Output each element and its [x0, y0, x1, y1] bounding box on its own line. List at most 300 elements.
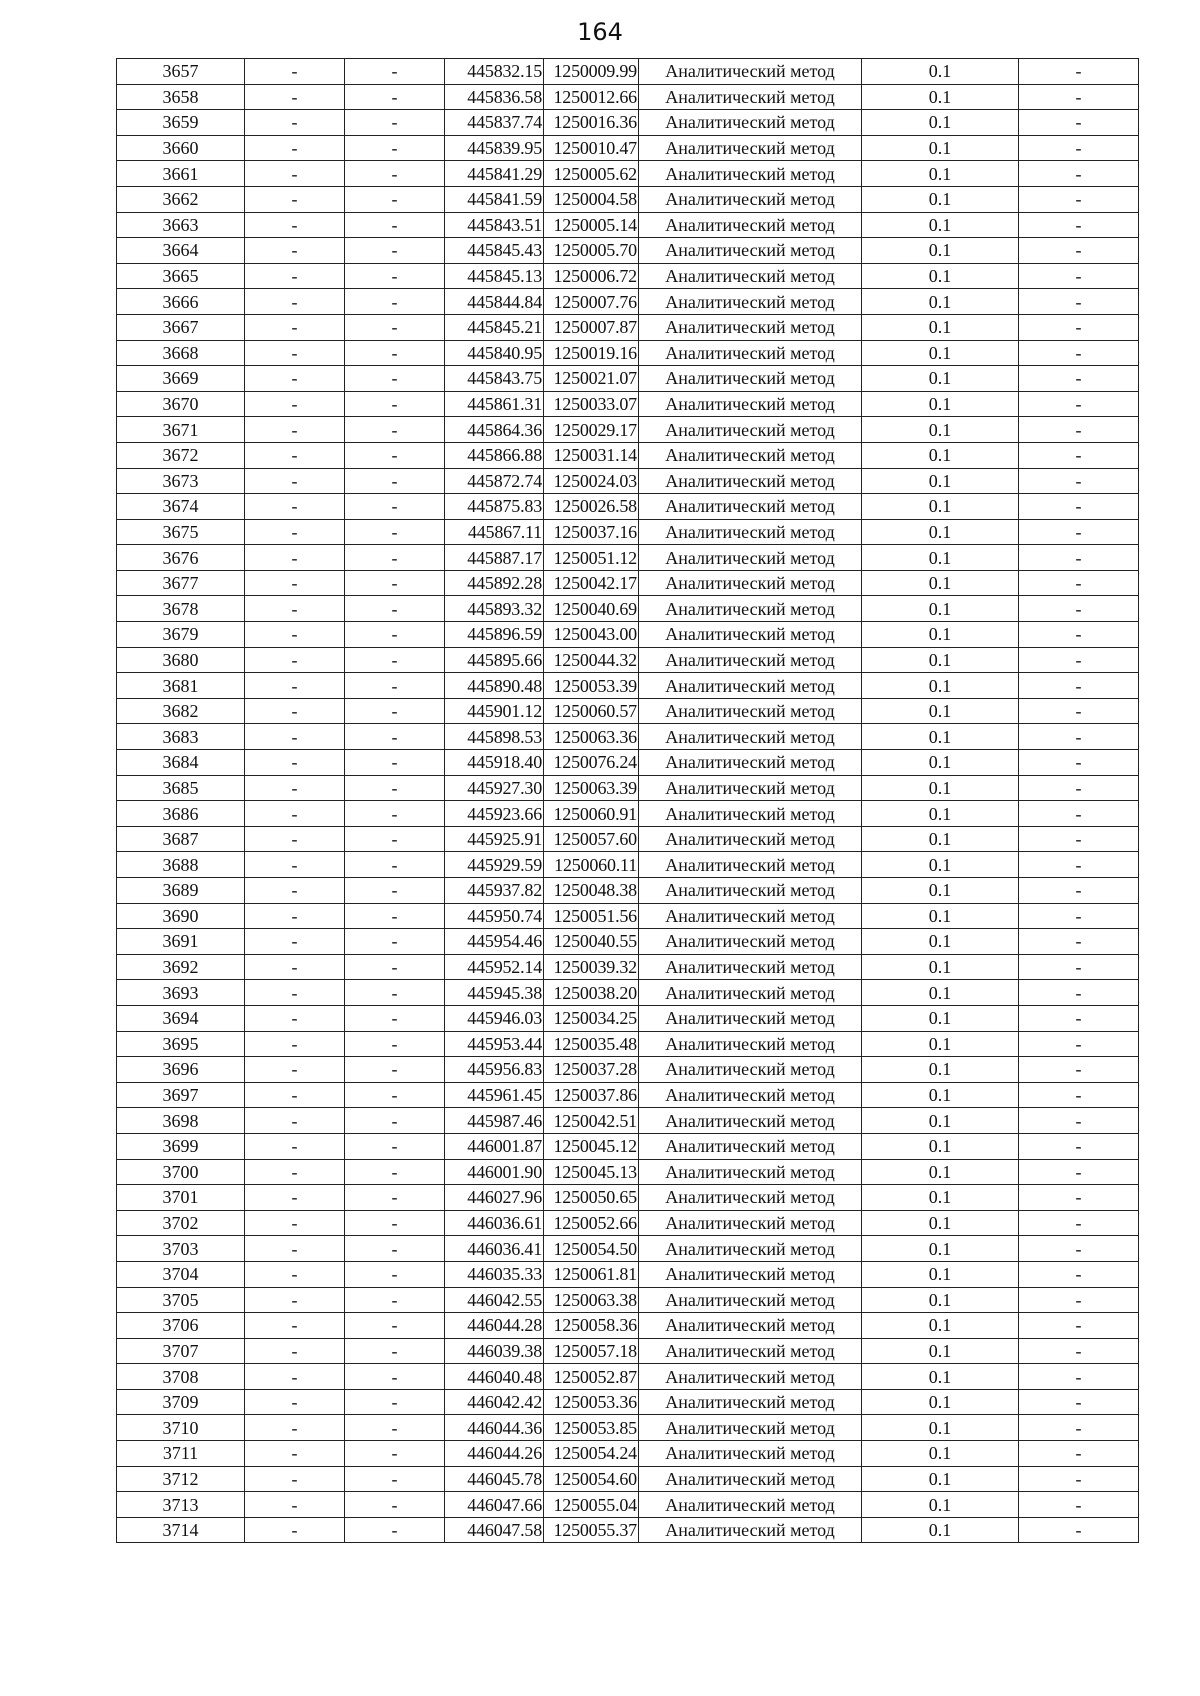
- x-coordinate-cell: 445987.46: [445, 1108, 544, 1134]
- x-coordinate-cell: 446047.66: [445, 1492, 544, 1518]
- column3-cell: -: [345, 647, 445, 673]
- x-coordinate-cell: 445867.11: [445, 519, 544, 545]
- point-id-cell: 3685: [117, 775, 245, 801]
- accuracy-cell: 0.1: [862, 826, 1019, 852]
- column2-cell: -: [245, 340, 345, 366]
- table-row: [117, 750, 1139, 776]
- column8-cell: -: [1019, 801, 1139, 827]
- y-coordinate-cell: 1250005.70: [544, 238, 639, 264]
- accuracy-cell: 0.1: [862, 1031, 1019, 1057]
- method-cell: Аналитический метод: [639, 1441, 862, 1467]
- x-coordinate-cell: 445875.83: [445, 494, 544, 520]
- y-coordinate-cell: 1250038.20: [544, 980, 639, 1006]
- y-coordinate-cell: 1250052.66: [544, 1210, 639, 1236]
- x-coordinate-cell: 445952.14: [445, 954, 544, 980]
- column2-cell: -: [245, 775, 345, 801]
- table-row: [117, 622, 1139, 648]
- y-coordinate-cell: 1250076.24: [544, 750, 639, 776]
- point-id-cell: 3707: [117, 1338, 245, 1364]
- x-coordinate-cell: 445843.51: [445, 212, 544, 238]
- accuracy-cell: 0.1: [862, 519, 1019, 545]
- column3-cell: -: [345, 519, 445, 545]
- point-id-cell: 3673: [117, 468, 245, 494]
- point-id-cell: 3659: [117, 110, 245, 136]
- point-id-cell: 3711: [117, 1441, 245, 1467]
- x-coordinate-cell: 445841.29: [445, 161, 544, 187]
- column8-cell: -: [1019, 468, 1139, 494]
- column8-cell: -: [1019, 596, 1139, 622]
- column3-cell: -: [345, 1031, 445, 1057]
- point-id-cell: 3665: [117, 263, 245, 289]
- table-row: [117, 1031, 1139, 1057]
- point-id-cell: 3663: [117, 212, 245, 238]
- method-cell: Аналитический метод: [639, 596, 862, 622]
- column3-cell: -: [345, 1389, 445, 1415]
- y-coordinate-cell: 1250054.60: [544, 1466, 639, 1492]
- x-coordinate-cell: 446001.90: [445, 1159, 544, 1185]
- column8-cell: -: [1019, 622, 1139, 648]
- accuracy-cell: 0.1: [862, 1517, 1019, 1543]
- x-coordinate-cell: 445832.15: [445, 59, 544, 85]
- method-cell: Аналитический метод: [639, 1313, 862, 1339]
- point-id-cell: 3712: [117, 1466, 245, 1492]
- method-cell: Аналитический метод: [639, 1415, 862, 1441]
- y-coordinate-cell: 1250060.91: [544, 801, 639, 827]
- column2-cell: -: [245, 289, 345, 315]
- table-row: [117, 1082, 1139, 1108]
- column8-cell: -: [1019, 135, 1139, 161]
- y-coordinate-cell: 1250040.69: [544, 596, 639, 622]
- column3-cell: -: [345, 1313, 445, 1339]
- point-id-cell: 3705: [117, 1287, 245, 1313]
- table-row: [117, 391, 1139, 417]
- x-coordinate-cell: 445866.88: [445, 442, 544, 468]
- x-coordinate-cell: 445843.75: [445, 366, 544, 392]
- column2-cell: -: [245, 1031, 345, 1057]
- x-coordinate-cell: 445925.91: [445, 826, 544, 852]
- column2-cell: -: [245, 673, 345, 699]
- y-coordinate-cell: 1250060.11: [544, 852, 639, 878]
- x-coordinate-cell: 445845.43: [445, 238, 544, 264]
- accuracy-cell: 0.1: [862, 1159, 1019, 1185]
- accuracy-cell: 0.1: [862, 673, 1019, 699]
- method-cell: Аналитический метод: [639, 1185, 862, 1211]
- x-coordinate-cell: 446039.38: [445, 1338, 544, 1364]
- accuracy-cell: 0.1: [862, 1364, 1019, 1390]
- table-row: [117, 84, 1139, 110]
- column8-cell: -: [1019, 750, 1139, 776]
- column2-cell: -: [245, 1441, 345, 1467]
- method-cell: Аналитический метод: [639, 1031, 862, 1057]
- column2-cell: -: [245, 391, 345, 417]
- y-coordinate-cell: 1250058.36: [544, 1313, 639, 1339]
- x-coordinate-cell: 445901.12: [445, 698, 544, 724]
- column3-cell: -: [345, 314, 445, 340]
- y-coordinate-cell: 1250054.50: [544, 1236, 639, 1262]
- column2-cell: -: [245, 622, 345, 648]
- y-coordinate-cell: 1250006.72: [544, 263, 639, 289]
- point-id-cell: 3670: [117, 391, 245, 417]
- point-id-cell: 3682: [117, 698, 245, 724]
- point-id-cell: 3676: [117, 545, 245, 571]
- column2-cell: -: [245, 1517, 345, 1543]
- column2-cell: -: [245, 545, 345, 571]
- column8-cell: -: [1019, 314, 1139, 340]
- table-row: [117, 698, 1139, 724]
- method-cell: Аналитический метод: [639, 570, 862, 596]
- column3-cell: -: [345, 980, 445, 1006]
- column8-cell: -: [1019, 1082, 1139, 1108]
- y-coordinate-cell: 1250060.57: [544, 698, 639, 724]
- x-coordinate-cell: 445895.66: [445, 647, 544, 673]
- column2-cell: -: [245, 1415, 345, 1441]
- method-cell: Аналитический метод: [639, 263, 862, 289]
- table-row: [117, 110, 1139, 136]
- column8-cell: -: [1019, 417, 1139, 443]
- y-coordinate-cell: 1250042.51: [544, 1108, 639, 1134]
- accuracy-cell: 0.1: [862, 1415, 1019, 1441]
- column3-cell: -: [345, 698, 445, 724]
- x-coordinate-cell: 445844.84: [445, 289, 544, 315]
- x-coordinate-cell: 445950.74: [445, 903, 544, 929]
- y-coordinate-cell: 1250026.58: [544, 494, 639, 520]
- y-coordinate-cell: 1250055.37: [544, 1517, 639, 1543]
- accuracy-cell: 0.1: [862, 775, 1019, 801]
- accuracy-cell: 0.1: [862, 954, 1019, 980]
- y-coordinate-cell: 1250012.66: [544, 84, 639, 110]
- x-coordinate-cell: 445839.95: [445, 135, 544, 161]
- table-row: [117, 1466, 1139, 1492]
- y-coordinate-cell: 1250057.18: [544, 1338, 639, 1364]
- column8-cell: -: [1019, 1313, 1139, 1339]
- column3-cell: -: [345, 852, 445, 878]
- x-coordinate-cell: 445898.53: [445, 724, 544, 750]
- column8-cell: -: [1019, 1261, 1139, 1287]
- accuracy-cell: 0.1: [862, 545, 1019, 571]
- method-cell: Аналитический метод: [639, 1005, 862, 1031]
- accuracy-cell: 0.1: [862, 289, 1019, 315]
- table-row: [117, 366, 1139, 392]
- column8-cell: -: [1019, 161, 1139, 187]
- x-coordinate-cell: 445864.36: [445, 417, 544, 443]
- table-row: [117, 1159, 1139, 1185]
- column2-cell: -: [245, 647, 345, 673]
- method-cell: Аналитический метод: [639, 903, 862, 929]
- table-row: [117, 314, 1139, 340]
- x-coordinate-cell: 446035.33: [445, 1261, 544, 1287]
- x-coordinate-cell: 446040.48: [445, 1364, 544, 1390]
- column8-cell: -: [1019, 878, 1139, 904]
- x-coordinate-cell: 445937.82: [445, 878, 544, 904]
- x-coordinate-cell: 445892.28: [445, 570, 544, 596]
- table-row: [117, 1287, 1139, 1313]
- x-coordinate-cell: 445896.59: [445, 622, 544, 648]
- x-coordinate-cell: 445861.31: [445, 391, 544, 417]
- point-id-cell: 3700: [117, 1159, 245, 1185]
- column8-cell: -: [1019, 519, 1139, 545]
- column2-cell: -: [245, 1159, 345, 1185]
- column8-cell: -: [1019, 1338, 1139, 1364]
- column8-cell: -: [1019, 1236, 1139, 1262]
- accuracy-cell: 0.1: [862, 1492, 1019, 1518]
- method-cell: Аналитический метод: [639, 314, 862, 340]
- accuracy-cell: 0.1: [862, 1082, 1019, 1108]
- point-id-cell: 3697: [117, 1082, 245, 1108]
- x-coordinate-cell: 445953.44: [445, 1031, 544, 1057]
- point-id-cell: 3677: [117, 570, 245, 596]
- accuracy-cell: 0.1: [862, 263, 1019, 289]
- x-coordinate-cell: 445946.03: [445, 1005, 544, 1031]
- table-row: [117, 929, 1139, 955]
- column2-cell: -: [245, 314, 345, 340]
- column3-cell: -: [345, 929, 445, 955]
- accuracy-cell: 0.1: [862, 110, 1019, 136]
- column2-cell: -: [245, 519, 345, 545]
- table-row: [117, 647, 1139, 673]
- accuracy-cell: 0.1: [862, 698, 1019, 724]
- column2-cell: -: [245, 1364, 345, 1390]
- column8-cell: -: [1019, 1466, 1139, 1492]
- point-id-cell: 3688: [117, 852, 245, 878]
- point-id-cell: 3667: [117, 314, 245, 340]
- column3-cell: -: [345, 238, 445, 264]
- x-coordinate-cell: 445845.21: [445, 314, 544, 340]
- table-row: [117, 1236, 1139, 1262]
- y-coordinate-cell: 1250007.87: [544, 314, 639, 340]
- table-row: [117, 903, 1139, 929]
- y-coordinate-cell: 1250040.55: [544, 929, 639, 955]
- point-id-cell: 3681: [117, 673, 245, 699]
- accuracy-cell: 0.1: [862, 1338, 1019, 1364]
- column3-cell: -: [345, 59, 445, 85]
- point-id-cell: 3713: [117, 1492, 245, 1518]
- method-cell: Аналитический метод: [639, 391, 862, 417]
- accuracy-cell: 0.1: [862, 1236, 1019, 1262]
- y-coordinate-cell: 1250035.48: [544, 1031, 639, 1057]
- column3-cell: -: [345, 417, 445, 443]
- point-id-cell: 3664: [117, 238, 245, 264]
- method-cell: Аналитический метод: [639, 750, 862, 776]
- y-coordinate-cell: 1250053.36: [544, 1389, 639, 1415]
- column8-cell: -: [1019, 391, 1139, 417]
- column8-cell: -: [1019, 1441, 1139, 1467]
- column3-cell: -: [345, 1441, 445, 1467]
- column3-cell: -: [345, 1466, 445, 1492]
- column2-cell: -: [245, 417, 345, 443]
- column3-cell: -: [345, 442, 445, 468]
- column8-cell: -: [1019, 110, 1139, 136]
- method-cell: Аналитический метод: [639, 366, 862, 392]
- method-cell: Аналитический метод: [639, 1517, 862, 1543]
- point-id-cell: 3657: [117, 59, 245, 85]
- table-row: [117, 545, 1139, 571]
- column3-cell: -: [345, 391, 445, 417]
- y-coordinate-cell: 1250052.87: [544, 1364, 639, 1390]
- table-row: [117, 673, 1139, 699]
- column2-cell: -: [245, 135, 345, 161]
- table-row: [117, 442, 1139, 468]
- column2-cell: -: [245, 59, 345, 85]
- point-id-cell: 3695: [117, 1031, 245, 1057]
- column3-cell: -: [345, 1415, 445, 1441]
- x-coordinate-cell: 446045.78: [445, 1466, 544, 1492]
- column3-cell: -: [345, 750, 445, 776]
- column2-cell: -: [245, 1261, 345, 1287]
- method-cell: Аналитический метод: [639, 1287, 862, 1313]
- accuracy-cell: 0.1: [862, 596, 1019, 622]
- x-coordinate-cell: 446047.58: [445, 1517, 544, 1543]
- method-cell: Аналитический метод: [639, 1210, 862, 1236]
- column8-cell: -: [1019, 263, 1139, 289]
- column3-cell: -: [345, 570, 445, 596]
- column8-cell: -: [1019, 340, 1139, 366]
- column2-cell: -: [245, 750, 345, 776]
- accuracy-cell: 0.1: [862, 1441, 1019, 1467]
- column8-cell: -: [1019, 1133, 1139, 1159]
- column2-cell: -: [245, 570, 345, 596]
- column8-cell: -: [1019, 1517, 1139, 1543]
- accuracy-cell: 0.1: [862, 1210, 1019, 1236]
- point-id-cell: 3702: [117, 1210, 245, 1236]
- column2-cell: -: [245, 84, 345, 110]
- point-id-cell: 3710: [117, 1415, 245, 1441]
- column8-cell: -: [1019, 1492, 1139, 1518]
- column8-cell: -: [1019, 775, 1139, 801]
- accuracy-cell: 0.1: [862, 135, 1019, 161]
- column3-cell: -: [345, 724, 445, 750]
- column2-cell: -: [245, 1185, 345, 1211]
- x-coordinate-cell: 445841.59: [445, 186, 544, 212]
- column3-cell: -: [345, 263, 445, 289]
- column3-cell: -: [345, 1108, 445, 1134]
- column8-cell: -: [1019, 570, 1139, 596]
- column8-cell: -: [1019, 1108, 1139, 1134]
- x-coordinate-cell: 445927.30: [445, 775, 544, 801]
- column2-cell: -: [245, 724, 345, 750]
- point-id-cell: 3703: [117, 1236, 245, 1262]
- column2-cell: -: [245, 442, 345, 468]
- point-id-cell: 3669: [117, 366, 245, 392]
- point-id-cell: 3690: [117, 903, 245, 929]
- column8-cell: -: [1019, 1057, 1139, 1083]
- y-coordinate-cell: 1250063.36: [544, 724, 639, 750]
- column2-cell: -: [245, 1005, 345, 1031]
- table-row: [117, 1005, 1139, 1031]
- y-coordinate-cell: 1250054.24: [544, 1441, 639, 1467]
- method-cell: Аналитический метод: [639, 622, 862, 648]
- method-cell: Аналитический метод: [639, 1389, 862, 1415]
- point-id-cell: 3709: [117, 1389, 245, 1415]
- x-coordinate-cell: 446044.36: [445, 1415, 544, 1441]
- method-cell: Аналитический метод: [639, 929, 862, 955]
- x-coordinate-cell: 445961.45: [445, 1082, 544, 1108]
- x-coordinate-cell: 445945.38: [445, 980, 544, 1006]
- y-coordinate-cell: 1250037.86: [544, 1082, 639, 1108]
- y-coordinate-cell: 1250055.04: [544, 1492, 639, 1518]
- column8-cell: -: [1019, 673, 1139, 699]
- column8-cell: -: [1019, 724, 1139, 750]
- accuracy-cell: 0.1: [862, 212, 1019, 238]
- column8-cell: -: [1019, 1389, 1139, 1415]
- column8-cell: -: [1019, 1287, 1139, 1313]
- accuracy-cell: 0.1: [862, 724, 1019, 750]
- column8-cell: -: [1019, 954, 1139, 980]
- table-row: [117, 59, 1139, 85]
- column2-cell: -: [245, 1236, 345, 1262]
- x-coordinate-cell: 446027.96: [445, 1185, 544, 1211]
- column3-cell: -: [345, 775, 445, 801]
- method-cell: Аналитический метод: [639, 340, 862, 366]
- column8-cell: -: [1019, 1210, 1139, 1236]
- y-coordinate-cell: 1250005.14: [544, 212, 639, 238]
- column8-cell: -: [1019, 84, 1139, 110]
- accuracy-cell: 0.1: [862, 1466, 1019, 1492]
- column3-cell: -: [345, 110, 445, 136]
- x-coordinate-cell: 445840.95: [445, 340, 544, 366]
- column3-cell: -: [345, 1133, 445, 1159]
- accuracy-cell: 0.1: [862, 161, 1019, 187]
- method-cell: Аналитический метод: [639, 442, 862, 468]
- point-id-cell: 3678: [117, 596, 245, 622]
- method-cell: Аналитический метод: [639, 494, 862, 520]
- accuracy-cell: 0.1: [862, 1185, 1019, 1211]
- table-row: [117, 1441, 1139, 1467]
- column3-cell: -: [345, 1005, 445, 1031]
- column2-cell: -: [245, 1338, 345, 1364]
- point-id-cell: 3693: [117, 980, 245, 1006]
- column2-cell: -: [245, 468, 345, 494]
- y-coordinate-cell: 1250048.38: [544, 878, 639, 904]
- table-row: [117, 570, 1139, 596]
- column3-cell: -: [345, 878, 445, 904]
- accuracy-cell: 0.1: [862, 852, 1019, 878]
- table-row: [117, 596, 1139, 622]
- x-coordinate-cell: 445923.66: [445, 801, 544, 827]
- point-id-cell: 3684: [117, 750, 245, 776]
- point-id-cell: 3686: [117, 801, 245, 827]
- accuracy-cell: 0.1: [862, 1313, 1019, 1339]
- x-coordinate-cell: 445845.13: [445, 263, 544, 289]
- column3-cell: -: [345, 1159, 445, 1185]
- method-cell: Аналитический метод: [639, 238, 862, 264]
- method-cell: Аналитический метод: [639, 1082, 862, 1108]
- method-cell: Аналитический метод: [639, 980, 862, 1006]
- column2-cell: -: [245, 1108, 345, 1134]
- table-row: [117, 1313, 1139, 1339]
- point-id-cell: 3699: [117, 1133, 245, 1159]
- y-coordinate-cell: 1250051.12: [544, 545, 639, 571]
- point-id-cell: 3674: [117, 494, 245, 520]
- method-cell: Аналитический метод: [639, 289, 862, 315]
- table-row: [117, 878, 1139, 904]
- column2-cell: -: [245, 929, 345, 955]
- column2-cell: -: [245, 801, 345, 827]
- point-id-cell: 3662: [117, 186, 245, 212]
- y-coordinate-cell: 1250029.17: [544, 417, 639, 443]
- column2-cell: -: [245, 852, 345, 878]
- method-cell: Аналитический метод: [639, 801, 862, 827]
- x-coordinate-cell: 445836.58: [445, 84, 544, 110]
- y-coordinate-cell: 1250037.16: [544, 519, 639, 545]
- table-row: [117, 980, 1139, 1006]
- accuracy-cell: 0.1: [862, 1057, 1019, 1083]
- accuracy-cell: 0.1: [862, 980, 1019, 1006]
- point-id-cell: 3658: [117, 84, 245, 110]
- column2-cell: -: [245, 1210, 345, 1236]
- method-cell: Аналитический метод: [639, 698, 862, 724]
- method-cell: Аналитический метод: [639, 775, 862, 801]
- table-row: [117, 775, 1139, 801]
